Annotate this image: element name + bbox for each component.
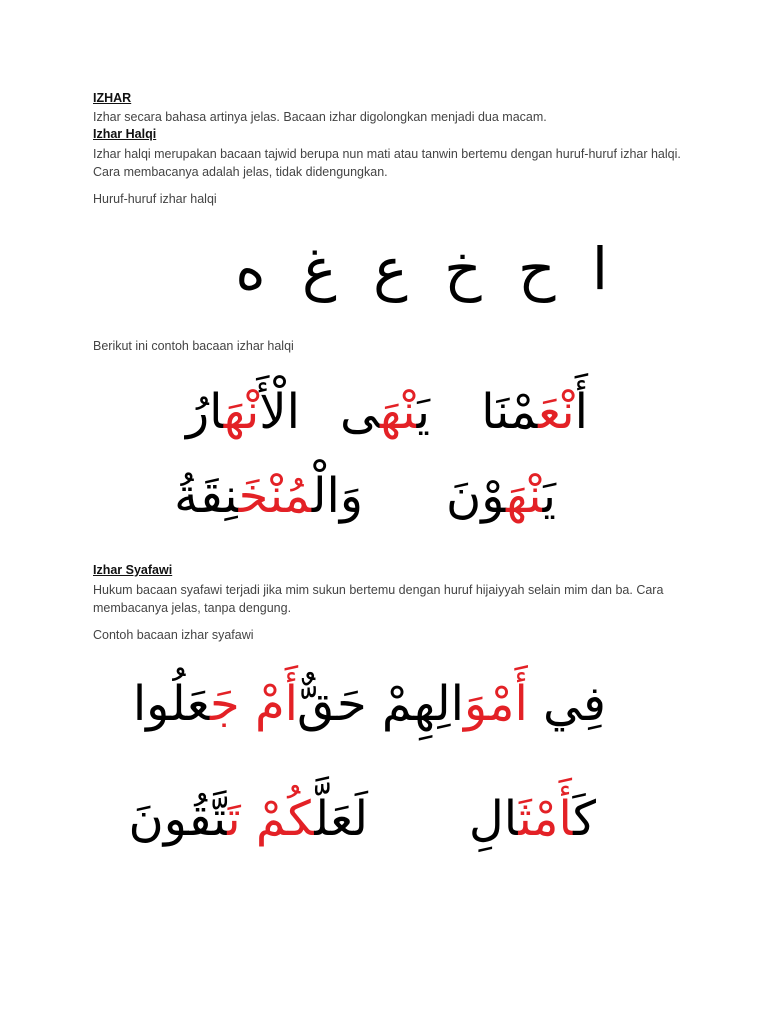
halqi-letters: ا ح خ ع غ ه — [235, 235, 608, 303]
halqi-letters-caption: Huruf-huruf izhar halqi — [93, 192, 217, 206]
word-part: لَعَلَّ — [314, 791, 368, 847]
word-part: وْنَ — [445, 468, 507, 524]
syafawi-example-fi-amwalihim — [296, 676, 606, 732]
izhar-highlight: أَمْثَ — [518, 791, 574, 847]
halqi-example-yanha — [340, 384, 430, 440]
word-part: تَّقُونَ — [128, 791, 228, 847]
halqi-examples-caption: Berikut ini contoh bacaan izhar halqi — [93, 339, 294, 353]
syafawi-example-laallakum — [128, 791, 368, 847]
halqi-example-an-amna — [481, 384, 588, 440]
word-part: يَ — [542, 468, 556, 524]
word-part: ارُ — [185, 384, 224, 440]
word-part: الِهِمْ حَقٌّ — [296, 676, 464, 732]
word-part: نِقَةُ — [174, 468, 239, 524]
izhar-highlight: مُنْخَ — [238, 468, 312, 524]
word-part: يَ — [416, 384, 430, 440]
syafawi-example-am-jaalu — [132, 676, 298, 732]
izhar-highlight: نْهَ — [223, 384, 260, 440]
izhar-highlight: نْعَ — [538, 384, 575, 440]
izhar-heading: IZHAR — [93, 91, 132, 105]
halqi-example-al-munkhaniqah — [174, 468, 363, 524]
izhar-highlight: نْهَ — [506, 468, 543, 524]
word-part: عَلُوا — [132, 676, 211, 732]
word-part: فِي — [527, 676, 606, 732]
halqi-heading: Izhar Halqi — [93, 127, 157, 141]
halqi-example-al-anhar — [185, 384, 300, 440]
izhar-highlight: أَمْوَ — [463, 676, 528, 732]
izhar-intro: Izhar secara bahasa artinya jelas. Bacaan izhar digolongkan menjadi dua macam. — [93, 110, 547, 124]
izhar-highlight: نْهَ — [380, 384, 417, 440]
word-part: وَالْ — [311, 468, 363, 524]
word-part: ى — [340, 384, 381, 440]
syafawi-example-kaamthal — [468, 791, 596, 847]
halqi-description: Izhar halqi merupakan bacaan tajwid berupa nun mati atau tanwin bertemu dengan huruf-huruf izhar halqi. Cara membacanya adalah jelas, tidak didengungkan. — [93, 147, 681, 179]
izhar-highlight: كُمْ تَ — [227, 791, 315, 847]
word-part: الْأَ — [259, 384, 300, 440]
syafawi-heading: Izhar Syafawi — [93, 563, 173, 577]
syafawi-description: Hukum bacaan syafawi terjadi jika mim sukun bertemu dengan huruf hijaiyyah selain mim dan ba. Cara membacanya jelas, tanpa dengung. — [93, 583, 664, 615]
word-part: مْنَا — [481, 384, 539, 440]
word-part: كَ — [573, 791, 596, 847]
izhar-highlight: أَمْ جَ — [210, 676, 298, 732]
syafawi-examples-caption: Contoh bacaan izhar syafawi — [93, 628, 254, 642]
word-part: الِ — [468, 791, 519, 847]
word-part: أَ — [574, 384, 588, 440]
halqi-example-yanhawna — [445, 468, 556, 524]
